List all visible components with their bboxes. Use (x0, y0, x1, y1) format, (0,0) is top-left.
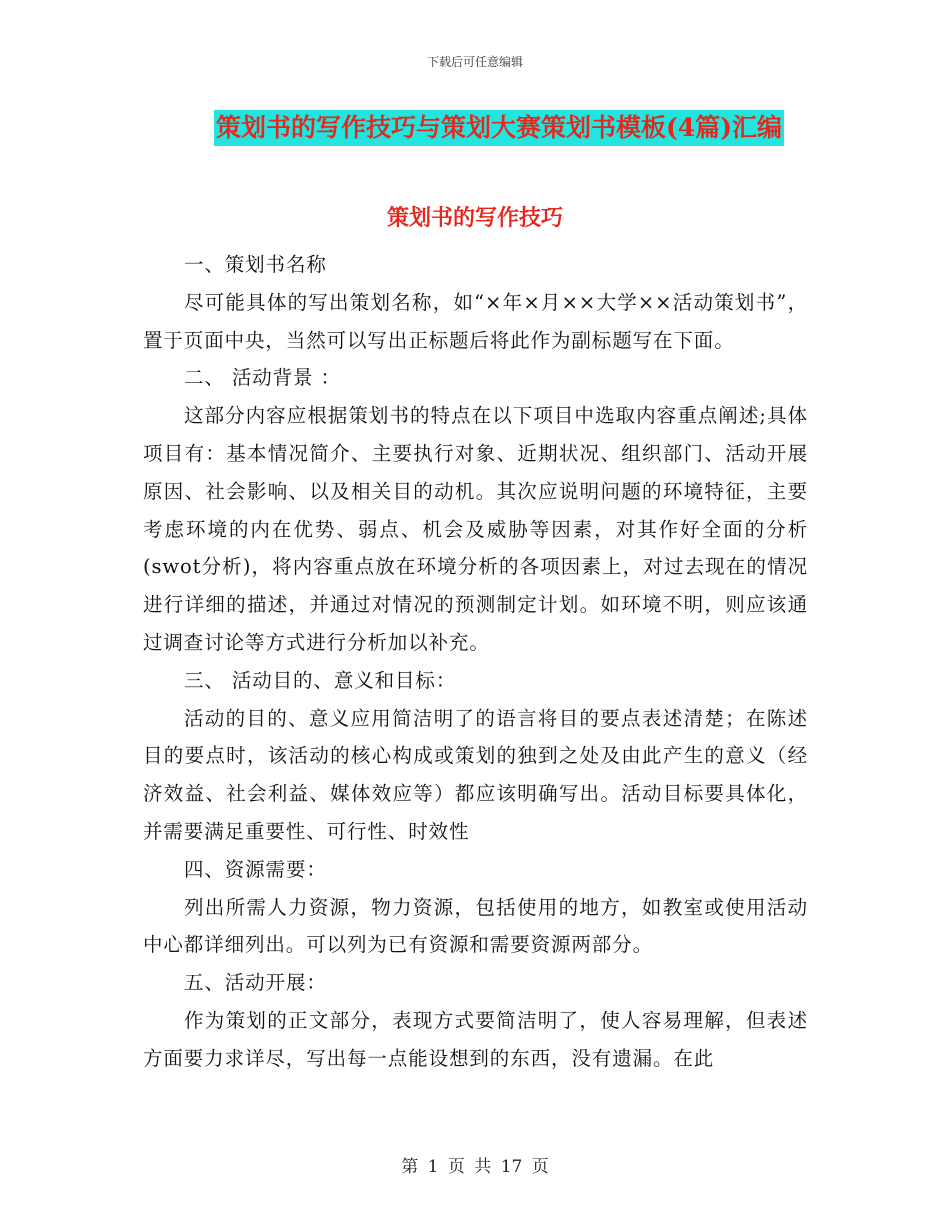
paragraph: 尽可能具体的写出策划名称，如“×年×月××大学××活动策划书”，置于页面中央，当然可以写出正标题后将此作为副标题写在下面。 (143, 290, 808, 352)
document-body (143, 246, 808, 1078)
paragraph: 作为策划的正文部分，表现方式要简洁明了，使人容易理解，但表述方面要力求详尽，写出每一点能设想到的东西，没有遗漏。在此 (143, 1008, 808, 1070)
paragraph: 列出所需人力资源，物力资源，包括使用的地方，如教室或使用活动中心都详细列出。可以列为已有资源和需要资源两部分。 (143, 895, 808, 957)
document-title-block (0, 110, 950, 146)
heading-activity: 五、活动开展： (183, 971, 327, 995)
paragraph: 活动的目的、意义应用简洁明了的语言将目的要点表述清楚；在陈述目的要点时，该活动的核心构成或策划的独到之处及由此产生的意义（经济效益、社会利益、媒体效应等）都应该明确写出。活动目标要具体化，并需要满足重要性、可行性、时效性 (143, 706, 808, 843)
page-footer: 第 1 页 共 17 页 (401, 1157, 549, 1177)
page-header-note: 下载后可任意编辑 (426, 55, 523, 69)
heading-resources: 四、资源需要： (183, 857, 327, 881)
heading-background: 二、 活动背景 ： (183, 366, 341, 390)
heading-title-name: 一、策划书名称 (183, 253, 327, 276)
document-title: 策划书的写作技巧与策划大赛策划书模板(4篇)汇编 (214, 110, 784, 146)
section-title: 策划书的写作技巧 (386, 205, 563, 231)
heading-purpose: 三、 活动目的、意义和目标： (183, 668, 457, 692)
paragraph: 这部分内容应根据策划书的特点在以下项目中选取内容重点阐述;具体项目有：基本情况简介、主要执行对象、近期状况、组织部门、活动开展原因、社会影响、以及相关目的动机。其次应说明问题的环境特征，主要考虑环境的内在优势、弱点、机会及威胁等因素，对其作好全面的分析(swot分析)，将内容重点放在环境分析的各项因素上，对过去现在的情况进行详细的描述，并通过对情况的预测制定计划。如环境不明，则应该通过调查讨论等方式进行分析加以补充。 (143, 404, 808, 654)
